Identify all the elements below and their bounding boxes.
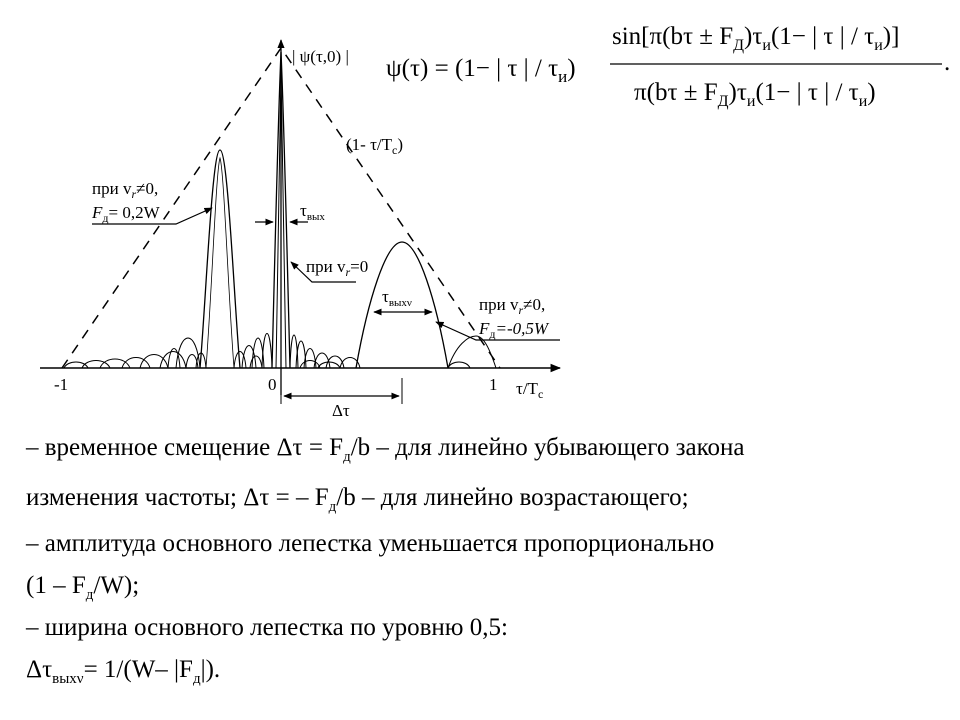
text-line-3: – амплитуда основного лепестка уменьшается пропорционально bbox=[26, 530, 715, 557]
text-line-4: $(1 - F_д/W)$; bbox=[26, 572, 140, 603]
tau-out-label: $\tau_{вых}$ bbox=[300, 201, 325, 223]
envelope-label: (1- $\tau/T_с$) bbox=[346, 135, 404, 157]
delta-tau-label: Δτ bbox=[332, 401, 350, 420]
text-line-5: – ширина основного лепестка по уровню 0,5: bbox=[26, 614, 508, 641]
text-line-1: – временное смещение $\Delta\tau = F_д/b$ – для линейно убывающего закона bbox=[26, 434, 745, 465]
sidelobe bbox=[314, 353, 330, 368]
formula-period: . bbox=[944, 49, 951, 76]
sidelobe bbox=[100, 359, 130, 368]
x-axis-label: $\tau/T_с$ bbox=[516, 379, 544, 401]
formula-numerator: $\sin[\pi(b\tau \pm F_Д)\tau_и(1-$ | τ | / $\tau_и$)] bbox=[612, 23, 900, 54]
sidelobe bbox=[300, 361, 320, 369]
tick-one: 1 bbox=[489, 375, 498, 394]
tick-minus-one: -1 bbox=[54, 375, 69, 394]
formula-lhs: ψ(τ) = (1− | τ | / $\tau_и$) bbox=[386, 55, 576, 86]
text-line-6: $\Delta\tau_{вых\nu}= 1/(W-$ $|F_д|$). bbox=[26, 656, 221, 687]
right-lobe-label-line2: $F_д=-0,5W$ bbox=[479, 319, 549, 341]
sidelobe bbox=[140, 355, 168, 369]
y-axis-label: | ψ(τ,0) | bbox=[292, 47, 349, 66]
left-shifted-lobe bbox=[200, 150, 240, 368]
sidelobes bbox=[64, 334, 470, 369]
left-lobe-label-line1: при $v_r\ne 0$, bbox=[92, 179, 159, 201]
left-shifted-lobe-inner bbox=[206, 158, 234, 368]
sidelobe bbox=[448, 362, 470, 368]
left-lobe-label-line2: $F_д= 0,2W$ bbox=[92, 203, 160, 225]
right-lobe-label-line1: при $v_r\ne 0$, bbox=[479, 295, 546, 317]
tick-zero: 0 bbox=[268, 375, 277, 394]
center-label: при $v_r=0$ bbox=[306, 257, 369, 279]
formula-denominator: $\pi(b\tau \pm F_Д)\tau_и(1-$ | τ | / $\tau_и$) bbox=[634, 79, 876, 110]
tau-out-nu-label: $\tau_{вых\nu}$ bbox=[382, 287, 412, 309]
formula bbox=[386, 23, 950, 110]
text-line-2: изменения частоты; Δτ = – $F_д/b$ – для линейно возрастающего; bbox=[26, 484, 689, 515]
